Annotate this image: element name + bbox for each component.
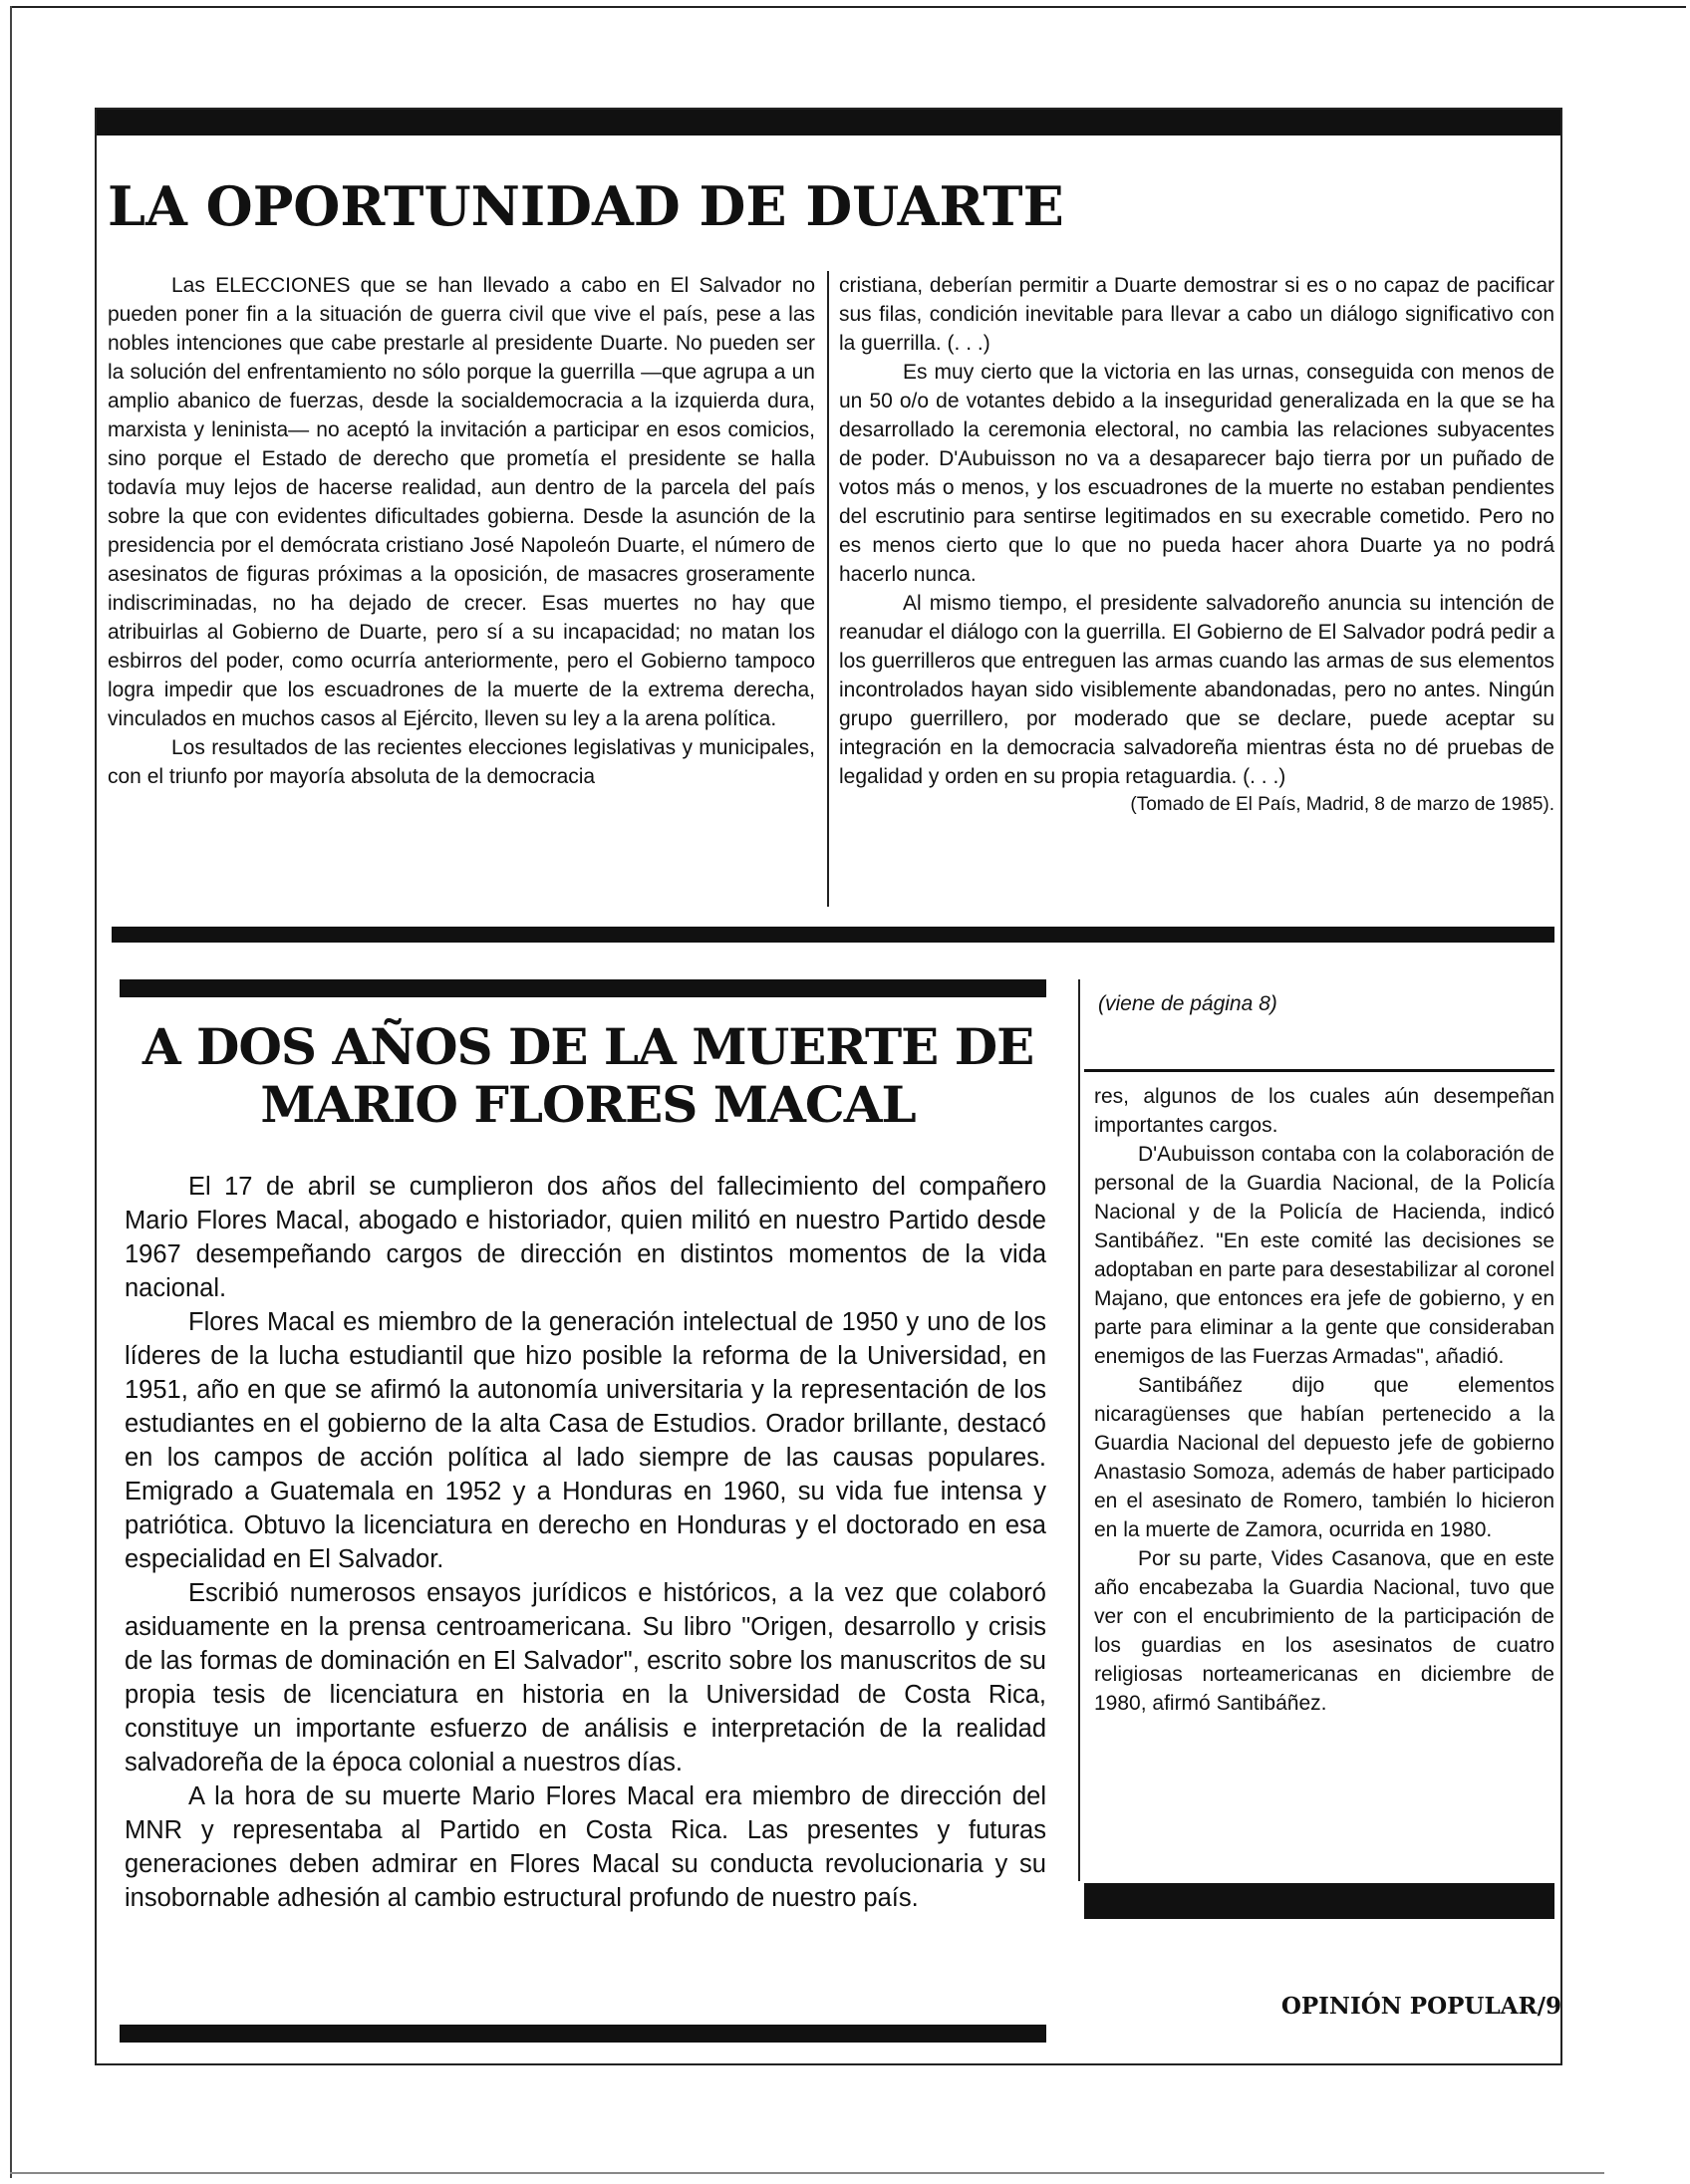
sidebar-bottom-bar <box>1084 1883 1554 1919</box>
article1-column-left <box>108 271 815 791</box>
article1-column-right <box>839 271 1554 819</box>
page-scan-edge-left <box>10 6 12 2178</box>
article1-col2-paragraph: cristiana, deberían permitir a Duarte demostrar si es o no capaz de pacificar sus filas, condición inevitable para llevar a cabo un diálogo significativo con la guerrilla. (. . .) <box>839 274 1554 355</box>
sidebar-rule <box>1084 1069 1554 1072</box>
article1-bottom-bar <box>112 927 1554 943</box>
article2-top-bar <box>120 979 1046 997</box>
page-scan-edge-bottom <box>10 2172 1604 2174</box>
article2-paragraph: Flores Macal es miembro de la generación intelectual de 1950 y uno de los líderes de la lucha estudiantil que hizo posible la reforma de la Universidad, en 1951, año en que se afirmó la autonomía universitaria y la representación de los estudiantes en el gobierno de la alta Casa de Estudios. Orador brillante, destacó en los campos de acción política al lado siempre de las causas populares. Emigrado a Guatemala en 1952 y a Honduras en 1960, su vida fue intensa y patriótica. Obtuvo la licenciatura en derecho en Honduras y el doctorado en esa especialidad en El Salvador. <box>125 1308 1046 1573</box>
article1-title: LA OPORTUNIDAD DE DUARTE <box>108 174 1064 238</box>
article2-body <box>125 1170 1046 1915</box>
article1-top-bar <box>97 110 1560 136</box>
sidebar-body <box>1094 1082 1554 1718</box>
article2-paragraph: A la hora de su muerte Mario Flores Macal era miembro de dirección del MNR y representaba al Partido en Costa Rica. Las presentes y futuras generaciones deben admirar en Flores Macal su conducta revolucionaria y su insobornable adhesión al cambio estructural profundo de nuestro país. <box>125 1782 1046 1912</box>
page-scan-edge-top <box>10 6 1686 8</box>
page-footer: OPINIÓN POPULAR/9 <box>1280 1993 1561 2020</box>
sidebar-paragraph: Santibáñez dijo que elementos nicaragüenses que habían pertenecido a la Guardia Nacional del depuesto jefe de gobierno Anastasio Somoza, además de haber participado en el asesinato de Romero, también lo hicieron en la muerte de Zamora, ocurrida en 1980. <box>1094 1374 1554 1541</box>
sidebar-paragraph: res, algunos de los cuales aún desempeñan importantes cargos. <box>1094 1085 1554 1137</box>
article1-col2-paragraph: Al mismo tiempo, el presidente salvadoreño anuncia su intención de reanudar el diálogo con la guerrilla. El Gobierno de El Salvador podrá pedir a los guerrilleros que entreguen las armas cuando las armas de sus elementos incontrolados hayan sido visiblemente abandonadas, pero no antes. Ningún grupo guerrillero, por moderado que se declare, puede aceptar su integración en la democracia salvadoreña mientras ésta no dé pruebas de legalidad y orden en su propia retaguardia. (. . .) <box>839 592 1554 788</box>
article2-paragraph: El 17 de abril se cumplieron dos años del fallecimiento del compañero Mario Flores Macal, abogado e historiador, quien militó en nuestro Partido desde 1967 desempeñando cargos de dirección en distintos momentos de la vida nacional. <box>125 1173 1046 1302</box>
article1-col1-paragraph: Los resultados de las recientes elecciones legislativas y municipales, con el triunfo por mayoría absoluta de la democracia <box>108 736 815 788</box>
article1-col1-paragraph: Las ELECCIONES que se han llevado a cabo en El Salvador no pueden poner fin a la situación de guerra civil que vive el país, pese a las nobles intenciones que cabe prestarle al presidente Duarte. No pueden ser la solución del enfrentamiento no sólo porque la guerrilla —que agrupa a un amplio abanico de fuerzas, desde la socialdemocracia a la izquierda dura, marxista y leninista— no aceptó la invitación a participar en esos comicios, sino porque el Estado de derecho que prometía el presidente se halla todavía muy lejos de hacerse realidad, aun dentro de la parcela del país sobre la que con evidentes dificultades gobierna. Desde la asunción de la presidencia por el demócrata cristiano José Napoleón Duarte, el número de asesinatos de figuras próximas a la oposición, de masacres groseramente indiscriminadas, no ha dejado de crecer. Esas muertes no hay que atribuirlas al Gobierno de Duarte, pero sí a su incapacidad; no matan los esbirros del poder, como ocurría anteriormente, pero el Gobierno tampoco logra impedir que los escuadrones de la muerte de la extrema derecha, vinculados en muchos casos al Ejército, lleven su ley a la arena política. <box>108 274 815 730</box>
article2-paragraph: Escribió numerosos ensayos jurídicos e históricos, a la vez que colaboró asiduamente en la prensa centroamericana. Su libro "Origen, desarrollo y crisis de las formas de dominación en El Salvador", escrito sobre los manuscritos de su propia tesis de licenciatura en historia en la Universidad de Costa Rica, constituye un importante esfuerzo de análisis e interpretación de la realidad salvadoreña de la época colonial a nuestros días. <box>125 1579 1046 1776</box>
article1-source: (Tomado de El País, Madrid, 8 de marzo de 1985). <box>1130 794 1554 815</box>
article2-bottom-bar <box>120 2025 1046 2043</box>
sidebar-paragraph: Por su parte, Vides Casanova, que en este año encabezaba la Guardia Nacional, tuvo que ver con el encubrimiento de la participación de los guardias en los asesinatos de cuatro religiosas norteamericanas en diciembre de 1980, afirmó Santibáñez. <box>1094 1547 1554 1715</box>
continued-from-label: (viene de página 8) <box>1098 992 1277 1015</box>
article1-col2-paragraph: Es muy cierto que la victoria en las urnas, conseguida con menos de un 50 o/o de votantes debido a la inseguridad generalizada en la que se ha desarrollado la ceremonia electoral, no cambia las relaciones subyacentes de poder. D'Aubuisson no va a desaparecer bajo tierra por un puñado de votos más o menos, y los escuadrones de la muerte no estaban pendientes del escrutinio para sentirse legitimados en su execrable cometido. Pero no es menos cierto que lo que no pueda hacer ahora Duarte ya no podrá hacerlo nunca. <box>839 361 1554 586</box>
article2-title-line2: MARIO FLORES MACAL <box>260 1075 916 1134</box>
column-divider <box>827 271 829 907</box>
sidebar-divider <box>1078 979 1080 1881</box>
article2-title <box>130 1018 1046 1134</box>
article2-title-line1: A DOS AÑOS DE LA MUERTE DE <box>141 1017 1034 1076</box>
sidebar-paragraph: D'Aubuisson contaba con la colaboración de personal de la Guardia Nacional, de la Policía Nacional y de la Policía de Hacienda, indicó Santibáñez. "En este comité las decisiones se adoptaban en parte para desestabilizar al coronel Majano, que entonces era jefe de gobierno, y en parte para eliminar a la gente que consideraban enemigos de las Fuerzas Armadas", añadió. <box>1094 1143 1554 1368</box>
